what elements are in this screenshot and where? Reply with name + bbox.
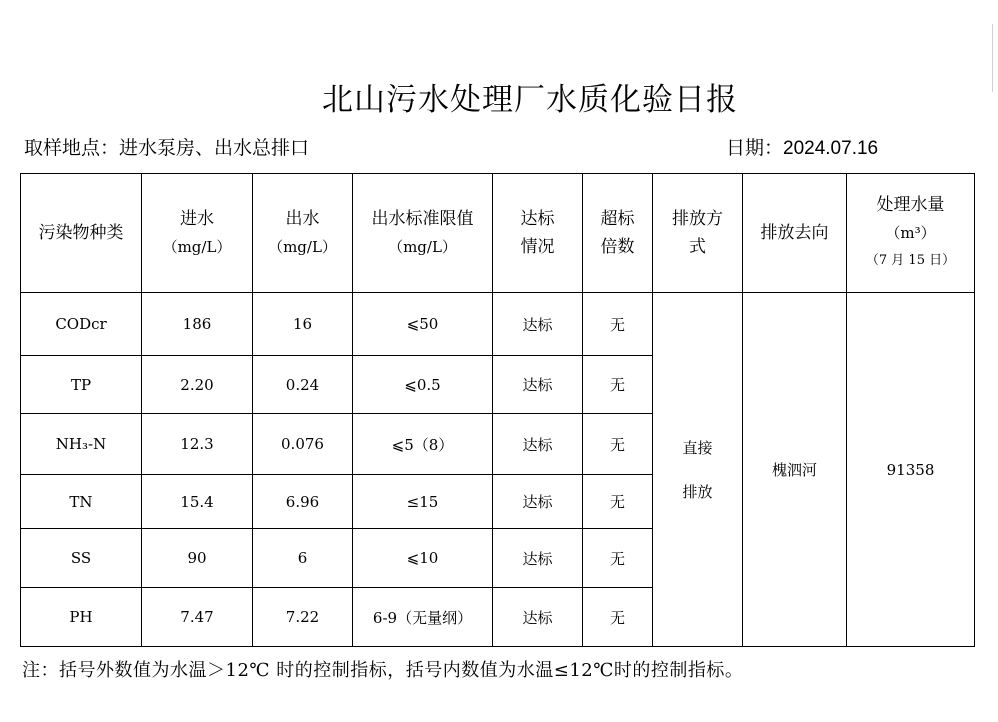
exceed-cell: 无 xyxy=(583,588,653,647)
header-inflow xyxy=(142,174,253,293)
report-title: 北山污水处理厂水质化验日报 xyxy=(322,82,738,118)
pollutant-cell: TN xyxy=(21,475,142,529)
header-status-line1: 达标 xyxy=(520,209,555,229)
inflow-cell: 15.4 xyxy=(142,475,253,529)
header-exceed xyxy=(583,174,653,293)
header-discharge-dest: 排放去向 xyxy=(743,174,847,293)
status-cell: 达标 xyxy=(493,475,583,529)
date-label: 日期： xyxy=(726,137,784,159)
exceed-cell: 无 xyxy=(583,356,653,414)
exceed-cell: 无 xyxy=(583,475,653,529)
pollutant-cell: TP xyxy=(21,356,142,414)
sampling-location: 取样地点：进水泵房、出水总排口 xyxy=(24,137,310,159)
header-standard-label: 出水标准限值 xyxy=(371,209,474,229)
header-discharge-method-line2: 式 xyxy=(689,237,706,257)
status-cell: 达标 xyxy=(493,293,583,356)
status-cell: 达标 xyxy=(493,529,583,588)
header-row xyxy=(21,174,975,293)
exceed-cell: 无 xyxy=(583,414,653,475)
status-cell: 达标 xyxy=(493,414,583,475)
standard-cell: 6-9（无量纲） xyxy=(353,588,493,647)
outflow-cell: 0.076 xyxy=(253,414,353,475)
header-exceed-line1: 超标 xyxy=(600,209,635,229)
header-discharge-method-line1: 排放方 xyxy=(672,209,723,229)
outflow-cell: 7.22 xyxy=(253,588,353,647)
date-value: 2024.07.16 xyxy=(783,138,879,159)
discharge-method-cell xyxy=(653,293,743,647)
discharge-method-line1: 直接 xyxy=(682,438,713,457)
header-status xyxy=(493,174,583,293)
header-outflow-label: 出水 xyxy=(285,209,320,229)
footnote: 注：括号外数值为水温＞12℃ 时的控制指标，括号内数值为水温≤12℃时的控制指标。 xyxy=(22,660,744,681)
inflow-cell: 90 xyxy=(142,529,253,588)
status-cell: 达标 xyxy=(493,356,583,414)
header-volume-unit: （m³） xyxy=(885,224,936,242)
header-outflow xyxy=(253,174,353,293)
inflow-cell: 12.3 xyxy=(142,414,253,475)
inflow-cell: 186 xyxy=(142,293,253,356)
pollutant-cell: NH₃-N xyxy=(21,414,142,475)
report-date xyxy=(726,133,878,160)
inflow-cell: 7.47 xyxy=(142,588,253,647)
standard-cell: ⩽5（8） xyxy=(353,414,493,475)
header-volume-label: 处理水量 xyxy=(876,195,945,215)
water-quality-table xyxy=(20,173,975,647)
outflow-cell: 6.96 xyxy=(253,475,353,529)
pollutant-cell: PH xyxy=(21,588,142,647)
standard-cell: ⩽50 xyxy=(353,293,493,356)
standard-cell: ⩽10 xyxy=(353,529,493,588)
standard-cell: ⩽0.5 xyxy=(353,356,493,414)
pollutant-cell: SS xyxy=(21,529,142,588)
header-volume xyxy=(847,174,975,293)
header-standard xyxy=(353,174,493,293)
header-standard-unit: （mg/L） xyxy=(388,238,457,256)
header-volume-date: （7 月 15 日） xyxy=(865,253,956,268)
page-edge-mark xyxy=(992,24,997,92)
standard-cell: ≤15 xyxy=(353,475,493,529)
outflow-cell: 0.24 xyxy=(253,356,353,414)
header-inflow-unit: （mg/L） xyxy=(162,238,232,256)
header-discharge-method xyxy=(653,174,743,293)
discharge-method-line2: 排放 xyxy=(682,482,713,501)
header-status-line2: 情况 xyxy=(520,237,555,257)
table-row xyxy=(21,293,975,356)
outflow-cell: 6 xyxy=(253,529,353,588)
pollutant-cell: CODcr xyxy=(21,293,142,356)
discharge-destination-cell: 槐泗河 xyxy=(743,293,847,647)
inflow-cell: 2.20 xyxy=(142,356,253,414)
outflow-cell: 16 xyxy=(253,293,353,356)
header-outflow-unit: （mg/L） xyxy=(268,238,337,256)
treated-volume-cell: 91358 xyxy=(847,293,975,647)
status-cell: 达标 xyxy=(493,588,583,647)
exceed-cell: 无 xyxy=(583,293,653,356)
exceed-cell: 无 xyxy=(583,529,653,588)
header-pollutant: 污染物种类 xyxy=(21,174,142,293)
header-inflow-label: 进水 xyxy=(180,209,214,229)
header-exceed-line2: 倍数 xyxy=(600,237,635,257)
